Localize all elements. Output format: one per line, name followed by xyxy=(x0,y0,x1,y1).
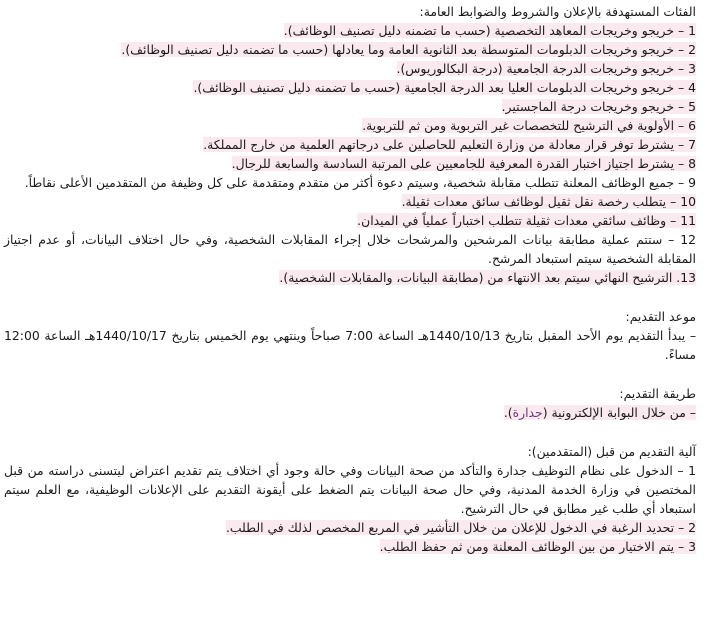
list-item-text: 6 – الأولوية في الترشيح للتخصصات غير التربوية ومن ثم للتربوية. xyxy=(362,118,696,133)
list-item xyxy=(4,268,696,287)
list-item-text: 8 – يشترط اجتياز اختبار القدرة المعرفية للجامعيين على المرتبة السادسة والسابعة للرجال. xyxy=(231,156,696,171)
list-item-text: 5 – خريجو وخريجات درجة الماجستير. xyxy=(501,99,696,114)
application-date-heading: موعد التقديم: xyxy=(625,309,696,324)
list-item: 9 – جميع الوظائف المعلنة تتطلب مقابلة شخصية، وسيتم دعوة أكثر من متقدم ومتقدمة على كل وظيفة من المتقدمين الأعلى نقاطاً. xyxy=(24,175,696,190)
list-item-text: 11 – وظائف سائقي معدات ثقيلة تتطلب اختباراً عملياً في الميدان. xyxy=(357,213,696,228)
application-method-text xyxy=(4,403,696,422)
list-item xyxy=(4,135,696,154)
list-item-text: 13. الترشيح النهائي سيتم بعد الانتهاء من (مطابقة البيانات، والمقابلات الشخصية). xyxy=(279,270,696,285)
list-item xyxy=(4,78,696,97)
application-date-text: – يبدأ التقديم يوم الأحد المقبل بتاريخ 1440/10/13هـ الساعة 7:00 صباحاً وينتهي يوم الخميس بتاريخ 1440/10/17هـ الساعة 12:00 مساءً. xyxy=(4,328,697,362)
list-item xyxy=(4,518,696,537)
list-item xyxy=(4,21,696,40)
spacer xyxy=(4,287,696,307)
list-item xyxy=(4,154,696,173)
spacer xyxy=(4,422,696,442)
list-item xyxy=(4,116,696,135)
list-item xyxy=(4,97,696,116)
list-item-text: 7 – يشترط توفر قرار معادلة من وزارة التعليم للحاصلين على درجاتهم العلمية من خارج المملكة. xyxy=(203,137,696,152)
list-item: 12 – ستتم عملية مطابقة بيانات المرشحين والمرشحات خلال إجراء المقابلات الشخصية، وفي حال اختلاف البيانات، أو عدم اجتياز المقابلة الشخصية سيتم استبعاد المرشح. xyxy=(4,232,696,266)
list-item-text: 1 – خريجو وخريجات المعاهد التخصصية (حسب ما تضمنه دليل تصنيف الوظائف). xyxy=(283,23,696,38)
list-item-text: 10 – يتطلب رخصة نقل ثقيل لوظائف سائق معدات ثقيلة. xyxy=(401,194,696,209)
application-method-heading: طريقة التقديم: xyxy=(619,386,696,401)
list-item: 1 – الدخول على نظام التوظيف جدارة والتأكد من صحة البيانات وفي حالة وجود أي اختلاف يتم تقديم اعتراض ليتسنى دراسته من قبل المختصين في وزارة الخدمة المدنية، وفي حال صحة البيانات يتم الضغط على أيقونة التقديم على الإعلانات الوظيفية، مع العلم سيتم استبعاد أي طلب غير مطابق في حال الترشيح. xyxy=(4,463,696,516)
application-mechanism-heading: آلية التقديم من قبل (المتقدمين): xyxy=(527,444,696,459)
list-item xyxy=(4,40,696,59)
list-item xyxy=(4,537,696,556)
spacer xyxy=(4,364,696,384)
list-item xyxy=(4,59,696,78)
list-item xyxy=(4,192,696,211)
list-item-text: 2 – تحديد الرغبة في الدخول للإعلان من خلال التأشير في المربع المخصص لذلك في الطلب. xyxy=(225,520,696,535)
list-item-text: 2 – خريجو وخريجات الدبلومات المتوسطة بعد الثانوية العامة وما يعادلها (حسب ما تضمنه دليل تصنيف الوظائف). xyxy=(121,42,696,57)
list-item xyxy=(4,211,696,230)
list-item-text: 3 – خريجو وخريجات الدرجة الجامعية (درجة البكالوريوس). xyxy=(396,61,696,76)
jadara-link[interactable]: جدارة xyxy=(512,405,543,420)
method-text-before: – من خلال البوابة الإلكترونية ( xyxy=(542,405,696,420)
eligibility-heading: الفئات المستهدفة بالإعلان والشروط والضوابط العامة: xyxy=(419,4,696,19)
list-item-text: 4 – خريجو وخريجات الدبلومات العليا بعد الدرجة الجامعية (حسب ما تضمنه دليل تصنيف الوظائف). xyxy=(193,80,696,95)
method-text-after: ). xyxy=(503,405,513,420)
list-item-text: 3 – يتم الاختيار من بين الوظائف المعلنة ومن ثم حفظ الطلب. xyxy=(379,539,696,554)
